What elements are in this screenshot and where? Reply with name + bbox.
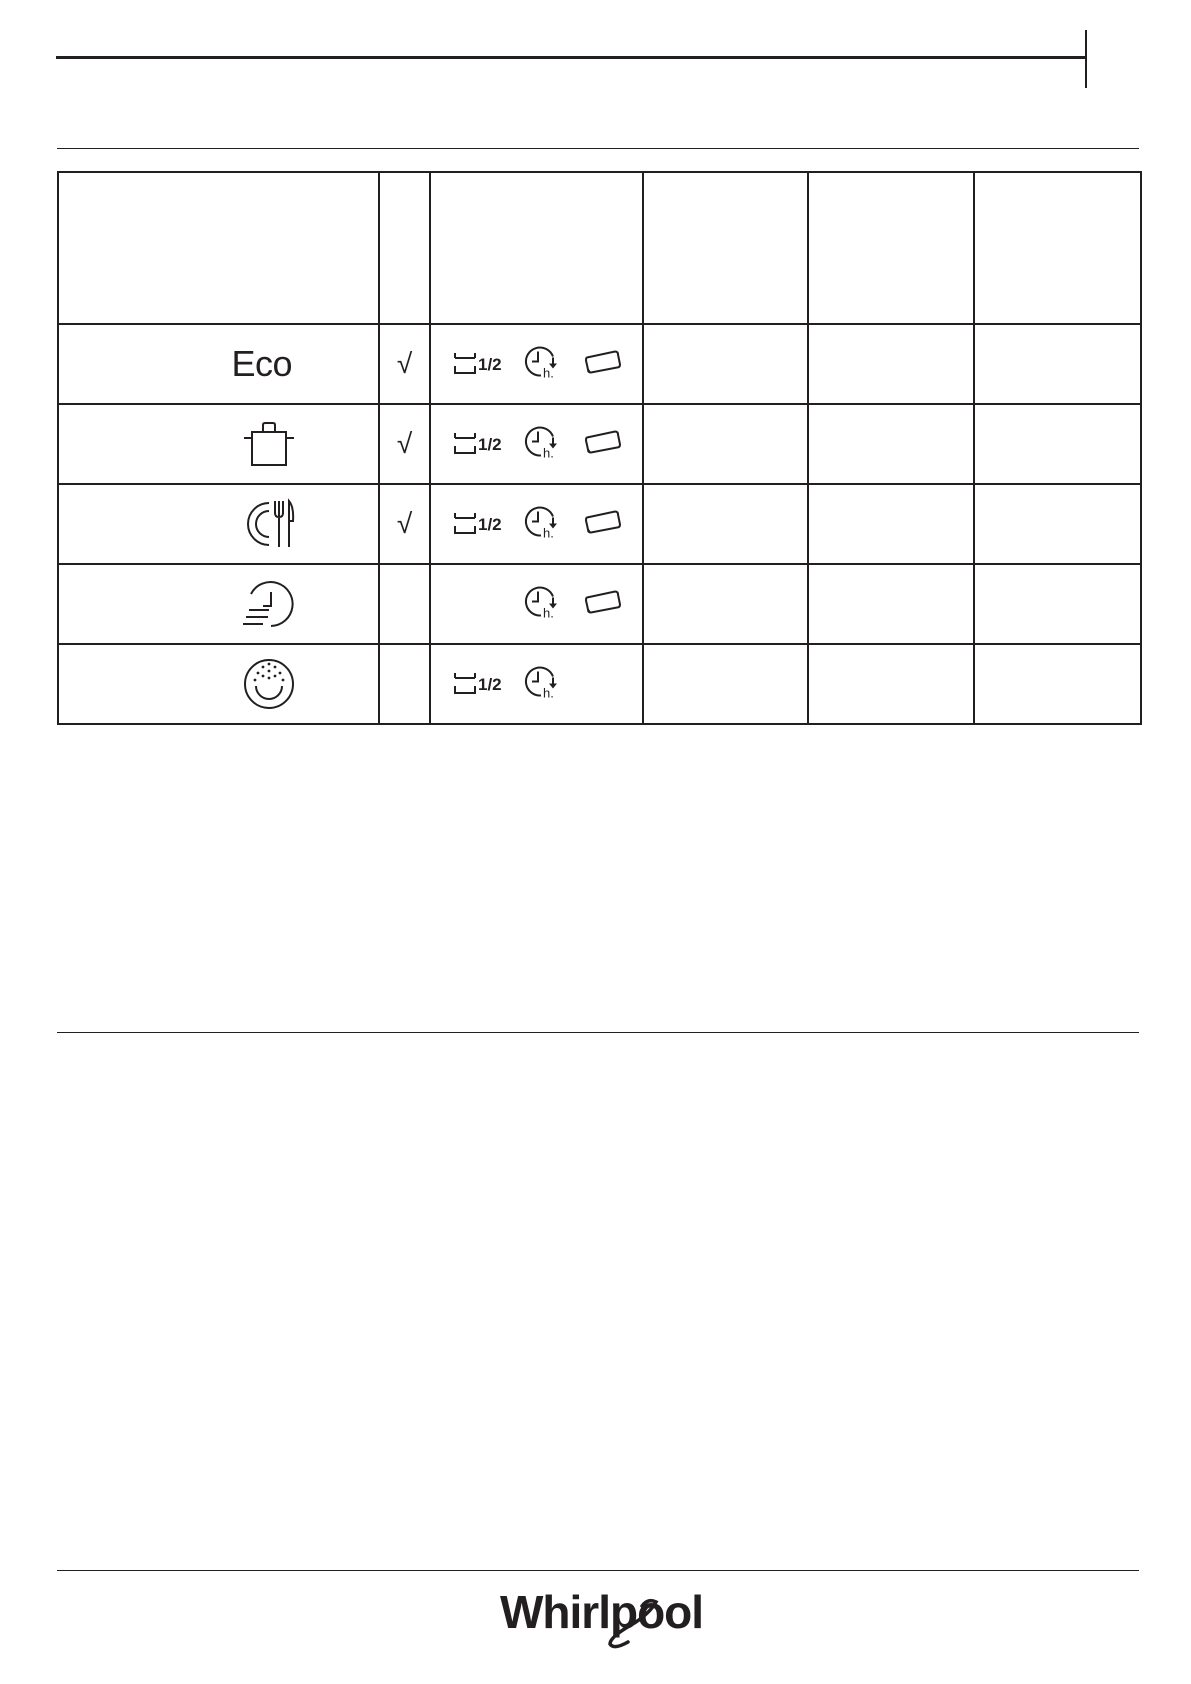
top-tick [1085,30,1087,88]
program-label-eco: Eco [231,343,292,384]
delay-label: h. [543,525,554,540]
check-mark: √ [379,484,430,564]
basket-icon [453,431,477,457]
header-cell [379,172,430,324]
options-cell [430,324,643,404]
table-row [58,564,1141,644]
table-cell [643,564,808,644]
tablet-option [583,427,623,462]
delay-option [523,424,559,465]
top-rule [56,56,1086,59]
header-cell [974,172,1141,324]
tablet-option [583,587,623,622]
table-cell [974,644,1141,724]
section-rule-middle [57,1032,1139,1033]
options-cell [430,564,643,644]
header-cell [58,172,379,324]
table-cell [974,564,1141,644]
quick-clock-icon [241,578,295,630]
section-rule-top [57,148,1139,149]
half-load-option [453,431,502,457]
half-load-label: 1/2 [478,435,502,454]
program-table [57,171,1142,725]
half-load-option [453,671,502,697]
table-row [58,484,1141,564]
delay-option [523,664,559,705]
program-cell [58,644,379,724]
delay-clock-icon [523,344,559,380]
footer-rule [57,1570,1139,1571]
table-cell [643,484,808,564]
half-load-option [453,351,502,377]
half-load-label: 1/2 [478,675,502,694]
options-cell [430,644,643,724]
table-cell [643,644,808,724]
table-cell [643,324,808,404]
delay-label: h. [543,445,554,460]
options-cell [430,484,643,564]
table-row [58,404,1141,484]
delay-label: h. [543,685,554,700]
table-cell [808,564,974,644]
program-cell [58,564,379,644]
delay-clock-icon [523,664,559,700]
half-load-option [453,511,502,537]
tablet-icon [583,587,623,617]
check-mark [379,644,430,724]
table-cell [808,404,974,484]
delay-option [523,504,559,545]
svg-text:Whirlpool: Whirlpool [500,1586,704,1638]
tablet-icon [583,427,623,457]
tablet-option [583,347,623,382]
table-cell [643,404,808,484]
half-load-label: 1/2 [478,515,502,534]
table-cell [808,324,974,404]
delay-option [523,344,559,385]
delay-label: h. [543,605,554,620]
program-cell [58,404,379,484]
table-cell [974,484,1141,564]
program-cell [58,324,379,404]
half-load-label: 1/2 [478,355,502,374]
delay-option [523,584,559,625]
delay-clock-icon [523,504,559,540]
check-mark [379,564,430,644]
header-cell [643,172,808,324]
plate-cutlery-icon [245,497,295,551]
check-mark: √ [379,324,430,404]
program-cell [58,484,379,564]
tablet-icon [583,347,623,377]
table-cell [974,324,1141,404]
delay-label: h. [543,365,554,380]
table-header-row [58,172,1141,324]
table-cell [808,644,974,724]
basket-icon [453,511,477,537]
header-cell [808,172,974,324]
table-row [58,644,1141,724]
tablet-option [583,507,623,542]
delay-clock-icon [523,584,559,620]
table-cell [808,484,974,564]
options-cell [430,404,643,484]
basket-icon [453,671,477,697]
delay-clock-icon [523,424,559,460]
tablet-icon [583,507,623,537]
check-mark: √ [379,404,430,484]
rinse-smile-icon [243,658,295,710]
table-row [58,324,1141,404]
pot-icon [241,420,295,468]
basket-icon [453,351,477,377]
whirlpool-logo [498,1576,710,1650]
header-cell [430,172,643,324]
table-cell [974,404,1141,484]
